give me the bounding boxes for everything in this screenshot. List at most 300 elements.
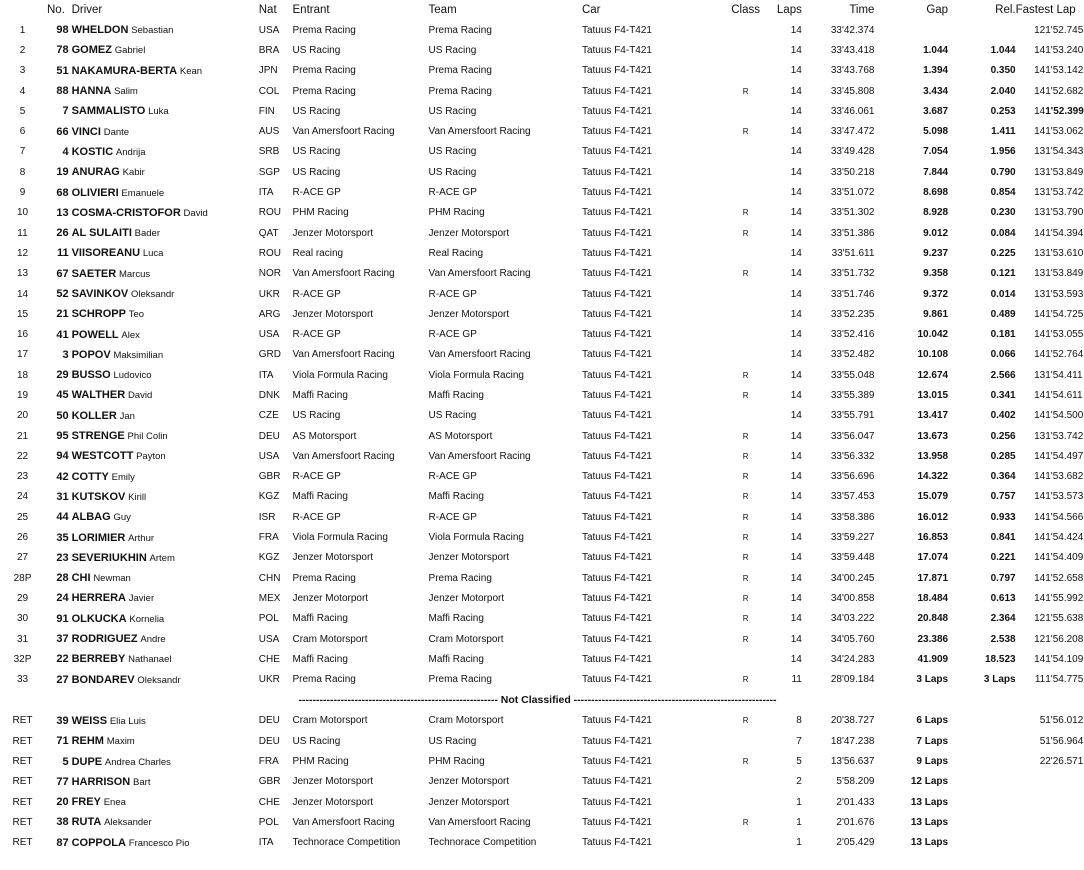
- car-cell: Tatuus F4-T421: [581, 735, 652, 747]
- time-cell: 33'47.472: [830, 126, 875, 138]
- header-car: Car: [581, 4, 601, 16]
- class-cell: [720, 731, 771, 751]
- entrant-cell: Viola Formula Racing: [292, 532, 388, 544]
- driver-surname: BUSSO: [71, 369, 111, 382]
- car-number-cell: 67: [56, 267, 69, 280]
- time-cell: 33'46.061: [830, 105, 875, 117]
- table-row: [0, 833, 1075, 853]
- driver-surname: HERRERA: [71, 592, 126, 605]
- driver-cell: [72, 812, 259, 832]
- fastest-lap-number-cell: 13: [1034, 207, 1046, 219]
- driver-surname: COSMA-CRISTOFOR: [71, 206, 181, 219]
- table-row: [0, 507, 1075, 527]
- nationality-cell: BRA: [258, 44, 280, 56]
- team-cell: US Racing: [428, 410, 477, 422]
- time-cell: 33'52.482: [830, 349, 875, 361]
- nationality-cell: ROU: [258, 207, 281, 219]
- class-cell: R: [742, 86, 749, 96]
- car-number-cell: 5: [62, 755, 69, 768]
- driver-cell: [72, 81, 259, 101]
- fastest-lap-time-cell: 1'52.764: [1045, 349, 1084, 361]
- class-cell: R: [742, 370, 749, 380]
- relative-gap-cell: 0.489: [990, 308, 1016, 320]
- team-cell: US Racing: [428, 166, 477, 178]
- position-cell: 11: [17, 227, 28, 239]
- table-row: [0, 406, 1075, 426]
- fastest-lap-number-cell: [1016, 812, 1046, 832]
- position-cell: 14: [16, 288, 29, 300]
- car-cell: Tatuus F4-T421: [581, 389, 652, 401]
- laps-cell: 14: [790, 187, 802, 199]
- fastest-lap-time-cell: 1'53.849: [1045, 268, 1084, 280]
- laps-cell: 2: [796, 776, 802, 788]
- time-cell: 33'58.386: [830, 511, 875, 523]
- car-cell: Tatuus F4-T421: [581, 471, 652, 483]
- gap-cell: 13 Laps: [910, 837, 949, 849]
- position-cell: 9: [19, 187, 26, 199]
- team-cell: US Racing: [428, 44, 477, 56]
- laps-cell: 14: [790, 653, 802, 665]
- class-cell: R: [742, 614, 749, 624]
- gap-cell: 9.012: [923, 227, 949, 239]
- car-cell: Tatuus F4-T421: [581, 511, 652, 523]
- class-cell: R: [742, 593, 749, 603]
- car-cell: Tatuus F4-T421: [581, 85, 652, 97]
- driver-surname: COPPOLA: [71, 836, 126, 849]
- fastest-lap-number-cell: 14: [1034, 592, 1046, 604]
- table-row: [0, 487, 1075, 507]
- driver-cell: [72, 711, 259, 731]
- driver-first-name: Phil Colin: [127, 431, 168, 443]
- driver-surname: COTTY: [71, 470, 109, 483]
- entrant-cell: R-ACE GP: [292, 511, 341, 523]
- team-cell: Maffi Racing: [428, 613, 484, 625]
- driver-cell: [72, 284, 259, 304]
- fastest-lap-number-cell: 13: [1034, 369, 1046, 381]
- driver-cell: [72, 203, 259, 223]
- gap-cell: 5.098: [923, 126, 949, 138]
- driver-surname: LORIMIER: [71, 531, 126, 544]
- gap-cell: 23.386: [917, 633, 949, 645]
- entrant-cell: R-ACE GP: [292, 187, 341, 199]
- position-cell: 3: [19, 65, 26, 77]
- gap-cell: 9.237: [923, 247, 949, 259]
- team-cell: Maffi Racing: [428, 653, 484, 665]
- car-number-cell: 98: [56, 24, 69, 37]
- position-cell: 4: [19, 85, 26, 97]
- nationality-cell: USA: [258, 633, 280, 645]
- car-number-cell: 21: [56, 308, 69, 321]
- driver-cell: [72, 487, 259, 507]
- nationality-cell: CHN: [258, 572, 281, 584]
- relative-gap-cell: 0.121: [990, 268, 1016, 280]
- team-cell: US Racing: [428, 146, 477, 158]
- laps-cell: 14: [790, 207, 802, 219]
- table-row: [0, 345, 1075, 365]
- car-number-cell: 4: [62, 145, 69, 158]
- position-cell: 31: [16, 633, 29, 645]
- laps-cell: 14: [790, 126, 802, 138]
- laps-cell: 14: [790, 389, 802, 401]
- fastest-lap-time-cell: 1'54.725: [1045, 308, 1084, 320]
- position-cell: RET: [12, 776, 33, 788]
- car-number-cell: 26: [56, 227, 69, 240]
- car-cell: Tatuus F4-T421: [581, 410, 652, 422]
- time-cell: 33'59.227: [830, 532, 875, 544]
- entrant-cell: Cram Motorsport: [292, 715, 368, 727]
- car-cell: Tatuus F4-T421: [581, 349, 652, 361]
- laps-cell: 14: [790, 268, 802, 280]
- relative-gap-cell: [948, 833, 1016, 853]
- fastest-lap-time-cell: 1'53.790: [1045, 207, 1084, 219]
- driver-cell: [72, 426, 259, 446]
- driver-surname: BERREBY: [71, 653, 126, 666]
- fastest-lap-number-cell: 13: [1034, 146, 1046, 158]
- driver-cell: [72, 527, 259, 547]
- car-cell: Tatuus F4-T421: [581, 572, 652, 584]
- relative-gap-cell: 18.523: [985, 653, 1016, 665]
- class-cell: [720, 182, 771, 202]
- car-number-cell: 7: [62, 105, 69, 118]
- fastest-lap-number-cell: 13: [1034, 247, 1046, 259]
- nationality-cell: ITA: [258, 369, 274, 381]
- driver-first-name: Teo: [128, 309, 145, 321]
- fastest-lap-time-cell: 1'54.566: [1045, 511, 1084, 523]
- team-cell: Prema Racing: [428, 674, 492, 686]
- entrant-cell: R-ACE GP: [292, 329, 341, 341]
- relative-gap-cell: 0.014: [990, 288, 1016, 300]
- table-row: [0, 609, 1075, 629]
- laps-cell: 5: [796, 756, 802, 768]
- team-cell: Maffi Racing: [428, 389, 484, 401]
- gap-cell: 8.698: [923, 187, 949, 199]
- classified-results: [0, 20, 1084, 690]
- team-cell: Cram Motorsport: [428, 715, 504, 727]
- driver-surname: REHM: [71, 735, 104, 748]
- table-row: [0, 568, 1075, 588]
- entrant-cell: US Racing: [292, 410, 341, 422]
- team-cell: Real Racing: [428, 247, 484, 259]
- fastest-lap-time-cell: 1'53.240: [1045, 44, 1084, 56]
- fastest-lap-time-cell: 1'54.411: [1045, 369, 1083, 381]
- entrant-cell: Jenzer Motorsport: [292, 552, 374, 564]
- time-cell: 2'01.433: [836, 796, 875, 808]
- fastest-lap-number-cell: 14: [1034, 532, 1046, 544]
- relative-gap-cell: 2.538: [990, 633, 1016, 645]
- car-cell: Tatuus F4-T421: [581, 674, 652, 686]
- driver-surname: KOSTIC: [71, 145, 114, 158]
- driver-cell: [72, 142, 259, 162]
- fastest-lap-number-cell: 14: [1034, 349, 1046, 361]
- time-cell: 33'51.611: [831, 247, 875, 259]
- car-number-cell: 23: [56, 551, 69, 564]
- driver-cell: [72, 385, 259, 405]
- car-number-cell: 39: [56, 714, 69, 727]
- relative-gap-cell: 2.040: [990, 85, 1016, 97]
- gap-cell: 17.871: [917, 572, 949, 584]
- laps-cell: 14: [790, 349, 802, 361]
- position-cell: RET: [12, 796, 33, 808]
- driver-surname: WESTCOTT: [71, 450, 134, 463]
- class-cell: [720, 61, 771, 81]
- table-row: [0, 203, 1075, 223]
- relative-gap-cell: 0.933: [990, 511, 1016, 523]
- driver-surname: WALTHER: [71, 389, 126, 402]
- nationality-cell: DEU: [258, 735, 280, 747]
- driver-cell: [72, 772, 259, 792]
- car-cell: Tatuus F4-T421: [581, 491, 652, 503]
- driver-first-name: Bart: [133, 776, 151, 788]
- nationality-cell: COL: [258, 85, 280, 97]
- driver-first-name: Artem: [149, 552, 175, 564]
- relative-gap-cell: 0.341: [990, 389, 1016, 401]
- table-row: [0, 792, 1075, 812]
- gap-cell: 14.322: [917, 471, 949, 483]
- position-cell: 20: [16, 410, 29, 422]
- laps-cell: 14: [790, 450, 802, 462]
- position-cell: 26: [16, 532, 29, 544]
- laps-cell: 14: [790, 491, 802, 503]
- entrant-cell: Prema Racing: [292, 24, 356, 36]
- nationality-cell: KGZ: [258, 491, 280, 503]
- position-cell: 22: [16, 450, 29, 462]
- car-number-cell: 22: [56, 653, 69, 666]
- laps-cell: 14: [790, 633, 802, 645]
- driver-surname: SAMMALISTO: [71, 105, 146, 118]
- driver-first-name: Bader: [134, 228, 161, 240]
- car-cell: Tatuus F4-T421: [581, 450, 652, 462]
- driver-first-name: Marcus: [118, 268, 151, 280]
- class-cell: R: [742, 553, 749, 563]
- class-cell: R: [742, 451, 749, 461]
- fastest-lap-number-cell: 14: [1034, 105, 1046, 117]
- position-cell: RET: [12, 837, 33, 849]
- gap-cell: 13.673: [917, 430, 949, 442]
- class-cell: [720, 406, 771, 426]
- driver-cell: [72, 345, 259, 365]
- car-cell: Tatuus F4-T421: [581, 187, 652, 199]
- gap-cell: 8.928: [923, 207, 949, 219]
- fastest-lap-time-cell: 1'56.012: [1045, 715, 1084, 727]
- driver-cell: [72, 548, 259, 568]
- time-cell: 33'56.047: [830, 430, 875, 442]
- driver-cell: [72, 609, 259, 629]
- car-number-cell: 94: [56, 450, 69, 463]
- driver-first-name: Gabriel: [114, 45, 146, 57]
- driver-first-name: Arthur: [128, 532, 155, 544]
- car-cell: Tatuus F4-T421: [581, 430, 652, 442]
- table-row: [0, 365, 1075, 385]
- time-cell: 18'47.238: [830, 735, 875, 747]
- relative-gap-cell: 0.757: [990, 491, 1016, 503]
- driver-cell: [72, 20, 259, 40]
- driver-first-name: Dante: [103, 126, 130, 138]
- time-cell: 34'05.760: [830, 633, 875, 645]
- fastest-lap-number-cell: 14: [1034, 44, 1046, 56]
- position-cell: 18: [16, 369, 29, 381]
- table-row: [0, 20, 1075, 40]
- laps-cell: 14: [790, 511, 802, 523]
- car-number-cell: 44: [56, 511, 69, 524]
- fastest-lap-time-cell: 1'54.343: [1045, 146, 1084, 158]
- fastest-lap-time-cell: 1'56.208: [1045, 633, 1084, 645]
- team-cell: Van Amersfoort Racing: [428, 450, 531, 462]
- driver-first-name: Andrija: [115, 146, 146, 158]
- relative-gap-cell: [948, 792, 1016, 812]
- separator-section: [0, 690, 1075, 711]
- driver-surname: FREY: [71, 796, 101, 809]
- fastest-lap-time-cell: [1045, 792, 1075, 812]
- car-number-cell: 27: [56, 673, 69, 686]
- car-number-cell: 87: [56, 836, 69, 849]
- fastest-lap-number-cell: 12: [1034, 24, 1046, 36]
- team-cell: R-ACE GP: [428, 288, 477, 300]
- laps-cell: 14: [790, 471, 802, 483]
- fastest-lap-number-cell: 14: [1034, 450, 1046, 462]
- gap-cell: 10.042: [917, 329, 949, 341]
- fastest-lap-number-cell: 5: [1039, 715, 1046, 727]
- fastest-lap-number-cell: 14: [1034, 126, 1046, 138]
- relative-gap-cell: 0.256: [990, 430, 1016, 442]
- driver-first-name: Oleksandr: [137, 674, 181, 686]
- car-number-cell: 88: [56, 85, 69, 98]
- fastest-lap-time-cell: 1'55.992: [1045, 592, 1084, 604]
- team-cell: Jenzer Motorsport: [428, 308, 510, 320]
- team-cell: Van Amersfoort Racing: [428, 268, 531, 280]
- driver-first-name: Luca: [142, 248, 164, 260]
- team-cell: Prema Racing: [428, 65, 492, 77]
- driver-cell: [72, 792, 259, 812]
- driver-first-name: Elia Luis: [109, 715, 146, 727]
- relative-gap-cell: [948, 20, 1016, 40]
- nationality-cell: POL: [258, 816, 279, 828]
- car-cell: Tatuus F4-T421: [581, 247, 652, 259]
- entrant-cell: Van Amersfoort Racing: [292, 450, 395, 462]
- team-cell: Van Amersfoort Racing: [428, 349, 531, 361]
- header-row: [0, 0, 1075, 20]
- fastest-lap-number-cell: [1016, 792, 1046, 812]
- car-cell: Tatuus F4-T421: [581, 105, 652, 117]
- fastest-lap-time-cell: 1'54.394: [1045, 227, 1084, 239]
- table-row: [0, 812, 1075, 832]
- position-cell: 16: [16, 329, 29, 341]
- fastest-lap-number-cell: 14: [1034, 389, 1046, 401]
- entrant-cell: US Racing: [292, 735, 341, 747]
- car-cell: Tatuus F4-T421: [581, 633, 652, 645]
- car-number-cell: 78: [56, 44, 69, 57]
- time-cell: 33'55.791: [830, 410, 875, 422]
- driver-first-name: Enea: [103, 797, 126, 809]
- driver-first-name: Francesco Pio: [128, 837, 190, 849]
- nationality-cell: GBR: [258, 471, 281, 483]
- driver-cell: [72, 324, 259, 344]
- fastest-lap-time-cell: 1'53.610: [1045, 247, 1084, 259]
- gap-cell: 1.394: [923, 65, 949, 77]
- class-cell: [720, 20, 771, 40]
- class-cell: [720, 142, 771, 162]
- fastest-lap-time-cell: 1'53.593: [1045, 288, 1084, 300]
- table-row: [0, 324, 1075, 344]
- class-cell: R: [742, 573, 749, 583]
- car-cell: Tatuus F4-T421: [581, 715, 652, 727]
- fastest-lap-number-cell: 12: [1034, 613, 1046, 625]
- table-row: [0, 81, 1075, 101]
- relative-gap-cell: 0.402: [990, 410, 1016, 422]
- gap-cell: 17.074: [917, 552, 949, 564]
- car-number-cell: 95: [56, 430, 69, 443]
- driver-first-name: Payton: [136, 451, 166, 463]
- relative-gap-cell: 0.084: [990, 227, 1016, 239]
- gap-cell: 13 Laps: [910, 796, 949, 808]
- table-row: [0, 243, 1075, 263]
- car-number-cell: 71: [56, 735, 69, 748]
- team-cell: US Racing: [428, 105, 477, 117]
- position-cell: RET: [12, 715, 33, 727]
- laps-cell: 14: [790, 105, 802, 117]
- time-cell: 33'52.235: [830, 308, 875, 320]
- entrant-cell: Van Amersfoort Racing: [292, 268, 395, 280]
- relative-gap-cell: 0.230: [990, 207, 1016, 219]
- table-row: [0, 548, 1075, 568]
- gap-cell: 7.844: [923, 166, 949, 178]
- class-cell: R: [742, 208, 749, 218]
- table-row: [0, 426, 1075, 446]
- laps-cell: 14: [790, 532, 802, 544]
- laps-cell: 1: [796, 837, 802, 849]
- header-team: Team: [428, 4, 457, 16]
- entrant-cell: US Racing: [292, 105, 341, 117]
- fastest-lap-time-cell: 1'52.658: [1045, 572, 1084, 584]
- laps-cell: 14: [790, 65, 802, 77]
- nationality-cell: JPN: [258, 65, 278, 77]
- class-cell: R: [742, 269, 749, 279]
- relative-gap-cell: 0.350: [990, 65, 1016, 77]
- driver-surname: OLKUCKA: [71, 612, 127, 625]
- fastest-lap-time-cell: 1'53.682: [1045, 471, 1084, 483]
- car-cell: Tatuus F4-T421: [581, 776, 652, 788]
- car-cell: Tatuus F4-T421: [581, 65, 652, 77]
- nationality-cell: FRA: [258, 756, 279, 768]
- gap-cell: 10.108: [917, 349, 949, 361]
- class-cell: R: [742, 512, 749, 522]
- fastest-lap-time-cell: 1'53.062: [1045, 126, 1084, 138]
- entrant-cell: Maffi Racing: [292, 613, 348, 625]
- entrant-cell: R-ACE GP: [292, 288, 341, 300]
- table-row: [0, 629, 1075, 649]
- driver-cell: [72, 40, 259, 60]
- driver-surname: SEVERIUKHIN: [71, 551, 147, 564]
- table-row: [0, 731, 1075, 751]
- laps-cell: 14: [790, 24, 802, 36]
- fastest-lap-time-cell: 1'53.142: [1045, 65, 1084, 77]
- position-cell: 12: [16, 247, 29, 259]
- class-cell: R: [742, 675, 749, 685]
- team-cell: Cram Motorsport: [428, 633, 504, 645]
- position-cell: 13: [16, 268, 29, 280]
- gap-cell: 3.687: [923, 105, 949, 117]
- position-cell: RET: [12, 816, 33, 828]
- car-cell: Tatuus F4-T421: [581, 796, 652, 808]
- nationality-cell: DEU: [258, 430, 280, 442]
- header-no: No.: [47, 4, 65, 16]
- time-cell: 33'43.418: [830, 44, 875, 56]
- relative-gap-cell: 0.225: [990, 247, 1016, 259]
- driver-first-name: David: [127, 390, 153, 402]
- driver-first-name: Jan: [119, 410, 135, 422]
- relative-gap-cell: 0.066: [990, 349, 1016, 361]
- entrant-cell: Real racing: [292, 247, 344, 259]
- car-number-cell: 11: [56, 247, 69, 260]
